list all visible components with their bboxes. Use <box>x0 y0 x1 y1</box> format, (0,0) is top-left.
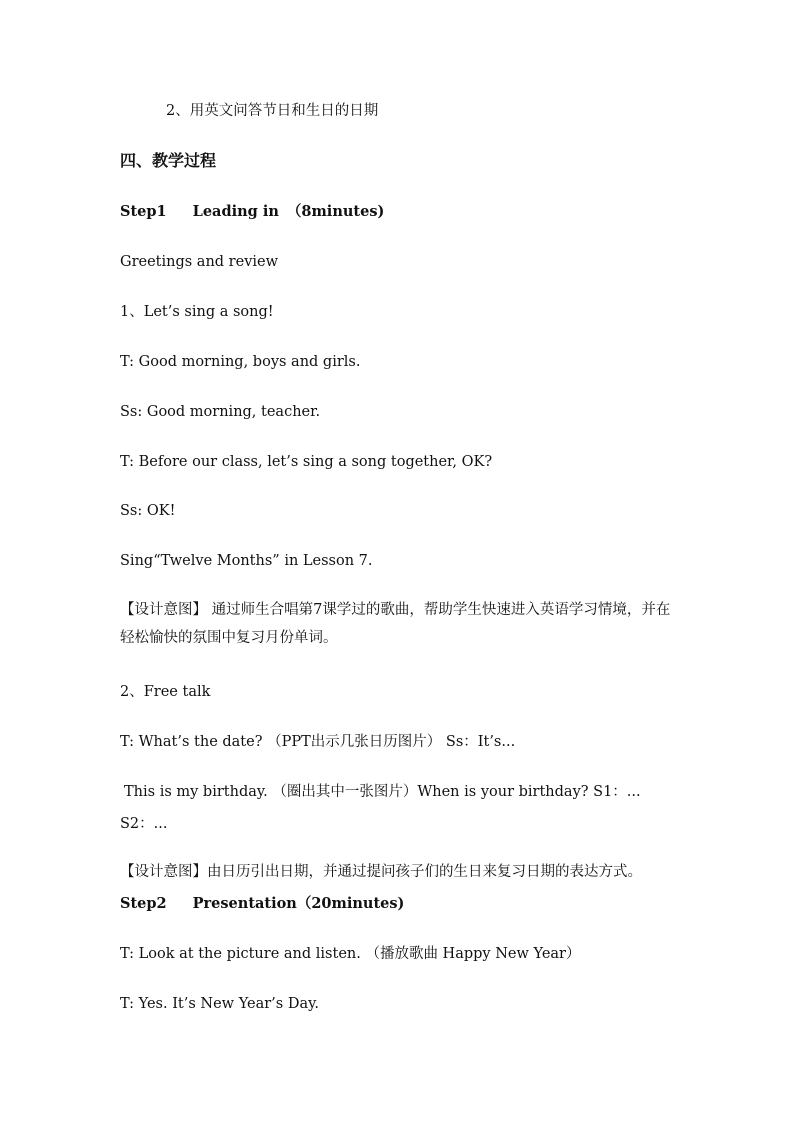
step2-label: Step2 <box>120 895 167 912</box>
design-intent-2: 【设计意图】由日历引出日期，并通过提问孩子们的生日来复习日期的表达方式。 <box>120 864 642 880</box>
section-title: 四、教学过程 <box>120 151 217 170</box>
dialogue-line: T: Good morning, boys and girls. <box>120 354 361 370</box>
dialogue-line: Ss: OK! <box>120 503 176 519</box>
step2-title: Presentation <box>192 895 297 912</box>
step1-heading <box>120 202 680 222</box>
free-talk-line-2b: S2：... <box>120 816 168 832</box>
objective-2: 2、用英文问答节日和生日的日期 <box>166 103 379 119</box>
dialogue-line: T: Yes. It’s New Year’s Day. <box>120 996 319 1012</box>
step2-heading <box>120 894 680 914</box>
step1-label: Step1 <box>120 203 167 220</box>
item1-line: 1、Let’s sing a song! <box>120 304 274 320</box>
free-talk-line-2a: This is my birthday. （圈出其中一张图片）When is your birthday? S1：... <box>124 784 641 800</box>
step1-title: Leading in <box>192 203 279 220</box>
item2-line: 2、Free talk <box>120 684 211 700</box>
free-talk-line-1: T: What’s the date? （PPT出示几张日历图片） Ss：It’s... <box>120 734 516 750</box>
dialogue-line: T: Look at the picture and listen. （播放歌曲 Happy New Year） <box>120 946 581 962</box>
greetings-line: Greetings and review <box>120 254 279 270</box>
step1-duration: （8minutes) <box>286 203 385 220</box>
step2-duration: （20minutes) <box>296 895 405 912</box>
dialogue-line: Ss: Good morning, teacher. <box>120 404 321 420</box>
design-intent-1: 【设计意图】 通过师生合唱第7课学过的歌曲，帮助学生快速进入英语学习情境，并在轻松愉快的氛围中复习月份单词。 <box>120 602 671 646</box>
dialogue-line: T: Before our class, let’s sing a song together, OK? <box>120 454 493 470</box>
dialogue-line: Sing“Twelve Months” in Lesson 7. <box>120 553 373 569</box>
